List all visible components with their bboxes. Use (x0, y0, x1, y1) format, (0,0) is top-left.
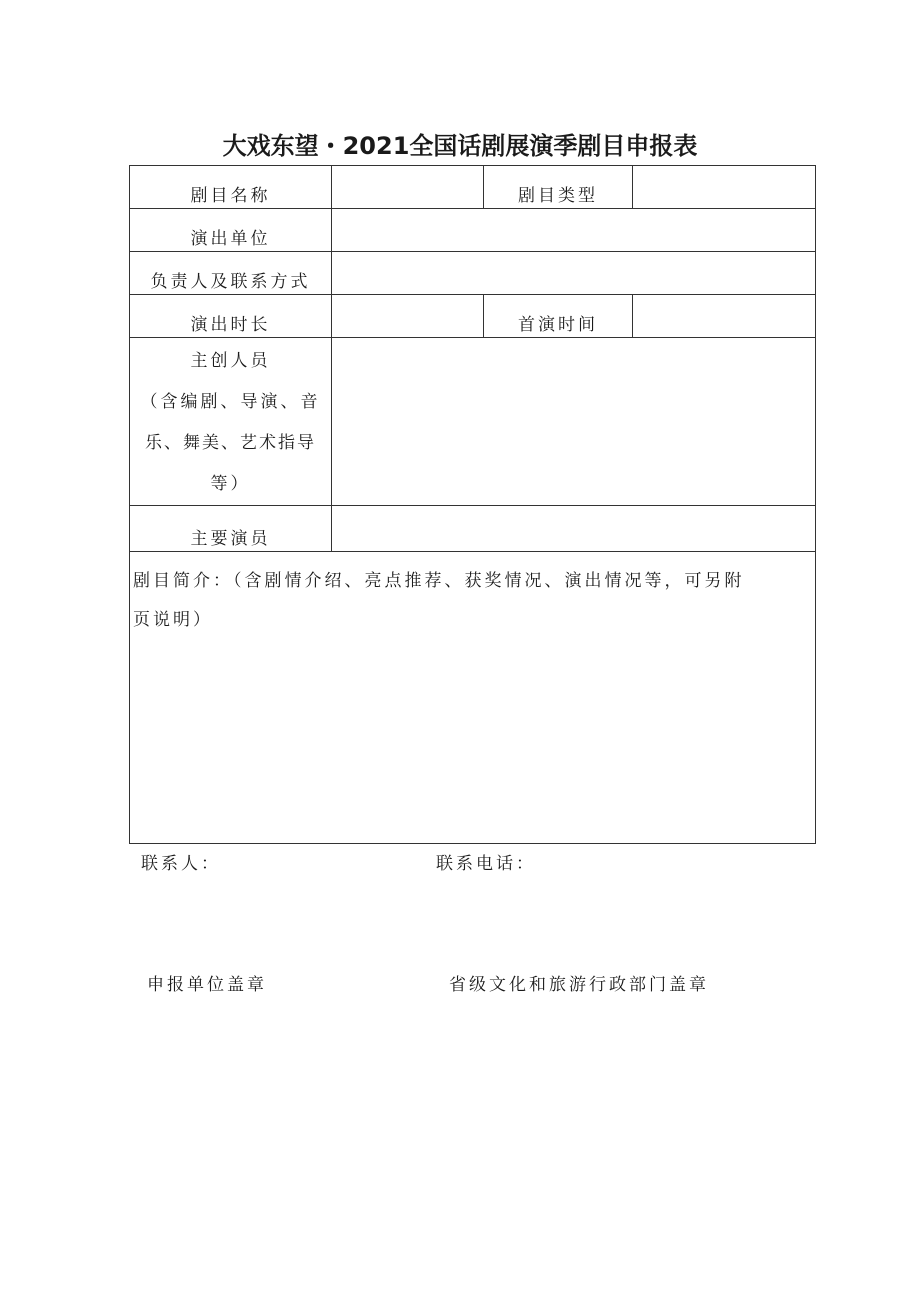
contact-person-field[interactable] (332, 252, 816, 295)
application-form-table (129, 165, 816, 844)
intro-field[interactable] (130, 552, 816, 844)
contact-label: 联系人： (141, 854, 221, 874)
main-actors-label: 主要演员 (130, 506, 332, 552)
row-duration (130, 295, 816, 338)
performer-unit-field[interactable] (332, 209, 816, 252)
creative-team-line: 等） (210, 474, 251, 494)
row-performer-unit (130, 209, 816, 252)
creative-team-line: 主创人员 (190, 351, 271, 371)
row-creative-team (130, 338, 816, 506)
page-title: 大戏东望・2021全国话剧展演季剧目申报表 (222, 132, 698, 160)
row-main-actors (130, 506, 816, 552)
intro-line: 页说明） (133, 610, 213, 630)
creative-team-field[interactable] (332, 338, 816, 506)
premiere-time-field[interactable] (633, 295, 816, 338)
play-type-label: 剧目类型 (484, 166, 633, 209)
main-actors-field[interactable] (332, 506, 816, 552)
performer-unit-label: 演出单位 (130, 209, 332, 252)
phone-label: 联系电话： (436, 854, 536, 874)
row-intro (130, 552, 816, 844)
applicant-seal-label: 申报单位盖章 (147, 975, 267, 995)
play-name-label: 剧目名称 (130, 166, 332, 209)
creative-team-line: （含编剧、导演、音 (140, 392, 321, 412)
premiere-time-label: 首演时间 (484, 295, 633, 338)
row-contact-person (130, 252, 816, 295)
creative-team-line: 乐、舞美、艺术指导 (145, 433, 316, 453)
province-seal-label: 省级文化和旅游行政部门盖章 (449, 975, 709, 995)
creative-team-label (130, 338, 332, 506)
intro-line: 剧目简介：（含剧情介绍、亮点推荐、获奖情况、演出情况等，可另附 (133, 571, 745, 591)
contact-person-label: 负责人及联系方式 (130, 252, 332, 295)
row-play-name (130, 166, 816, 209)
duration-label: 演出时长 (130, 295, 332, 338)
duration-field[interactable] (332, 295, 484, 338)
play-name-field[interactable] (332, 166, 484, 209)
play-type-field[interactable] (633, 166, 816, 209)
